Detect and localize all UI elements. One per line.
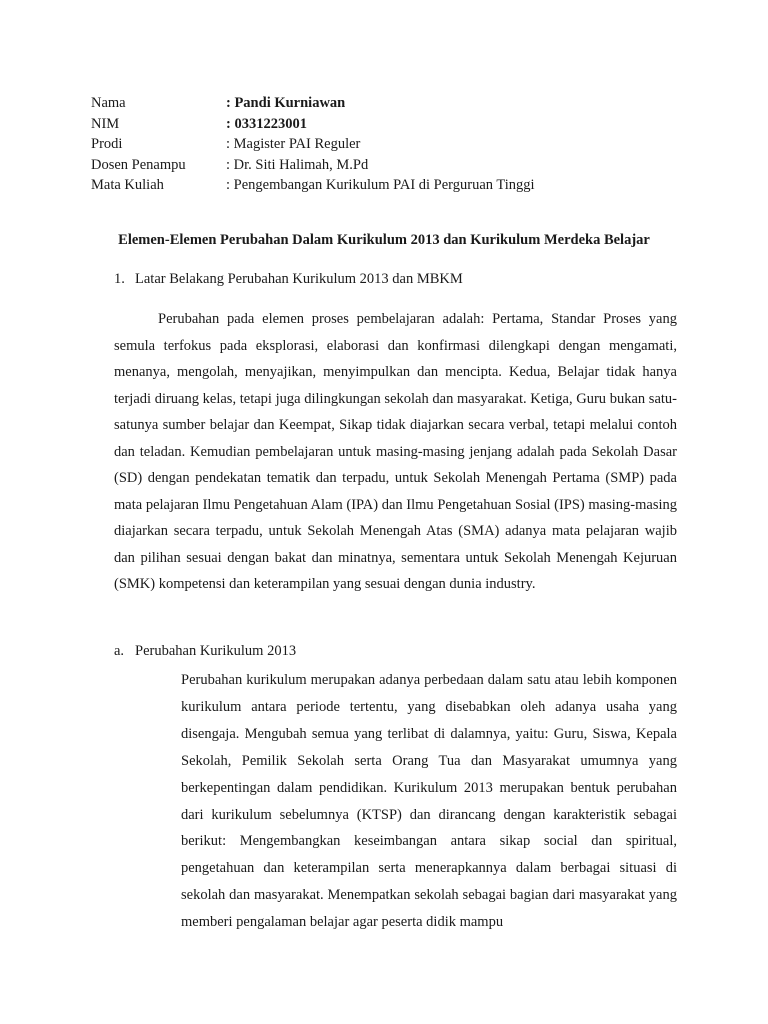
section-1-heading — [114, 269, 463, 289]
info-value: : Dr. Siti Halimah, M.Pd — [226, 156, 369, 173]
subsection-a-paragraph: Perubahan kurikulum merupakan adanya perbedaan dalam satu atau lebih komponen kurikulum antara periode tertentu, yang disebabkan oleh adanya usaha yang disengaja. Mengubah semua yang terlibat di dalamnya, yaitu: Guru, Siswa, Kepala Sekolah, Pemilik Sekolah serta Orang Tua dan Masyarakat umumnya yang berkepentingan dalam pendidikan. Kurikulum 2013 merupakan bentuk perubahan dari kurikulum sebelumnya (KTSP) dan dirancang dengan karakteristik sebagai berikut: Mengembangkan keseimbangan antara sikap social dan spiritual, pengetahuan dan keterampilan serta menerapkannya dalam berbagai situasi di sekolah dan masyarakat. Menempatkan sekolah sebagai bagian dari masyarakat yang memberi pengalaman belajar agar peserta didik mampu — [181, 672, 677, 931]
section-number: 1. — [114, 271, 125, 287]
info-label: Prodi — [91, 136, 123, 153]
info-label: Dosen Penampu — [91, 156, 186, 173]
section-title: Latar Belakang Perubahan Kurikulum 2013 dan MBKM — [135, 271, 463, 287]
info-label: Nama — [91, 95, 126, 111]
info-row-mata-kuliah — [91, 175, 535, 196]
subsection-letter: a. — [114, 643, 125, 659]
info-value: : Pandi Kurniawan — [226, 95, 346, 111]
subsection-title: Perubahan Kurikulum 2013 — [135, 643, 297, 659]
info-row-nim — [91, 114, 535, 135]
info-value: : Magister PAI Reguler — [226, 136, 361, 153]
info-label: Mata Kuliah — [91, 177, 164, 194]
section-1-paragraph: Perubahan pada elemen proses pembelajaran adalah: Pertama, Standar Proses yang semula terfokus pada eksplorasi, elaborasi dan konfirmasi dilengkapi dengan mengamati, menanya, mengolah, menyajikan, menyimpulkan dan mencipta. Kedua, Belajar tidak hanya terjadi diruang kelas, tetapi juga dilingkungan sekolah dan masyarakat. Ketiga, Guru bukan satu-satunya sumber belajar dan Keempat, Sikap tidak diajarkan secara verbal, tetapi melalui contoh dan teladan. Kemudian pembelajaran untuk masing-masing jenjang adalah pada Sekolah Dasar (SD) dengan pendekatan tematik dan terpadu, untuk Sekolah Menengah Pertama (SMP) pada mata pelajaran Ilmu Pengetahuan Alam (IPA) dan Ilmu Pengetahuan Sosial (IPS) masing-masing diajarkan secara terpadu, untuk Sekolah Menengah Atas (SMA) adanya mata pelajaran wajib dan pilihan sesuai dengan bakat dan minatnya, sementara untuk Sekolah Menengah Kejuruan (SMK) kompetensi dan keterampilan yang sesuai dengan dunia industry. — [114, 311, 677, 592]
info-row-dosen — [91, 155, 535, 176]
info-row-prodi — [91, 134, 535, 155]
info-value: : 0331223001 — [226, 115, 307, 132]
info-value: : Pengembangan Kurikulum PAI di Perguruan Tinggi — [226, 177, 535, 194]
document-title: Elemen-Elemen Perubahan Dalam Kurikulum 2013 dan Kurikulum Merdeka Belajar — [118, 232, 650, 248]
info-label: NIM — [91, 115, 120, 132]
subsection-a-heading — [114, 641, 296, 661]
info-row-nama — [91, 93, 535, 114]
student-info-table — [91, 93, 535, 196]
